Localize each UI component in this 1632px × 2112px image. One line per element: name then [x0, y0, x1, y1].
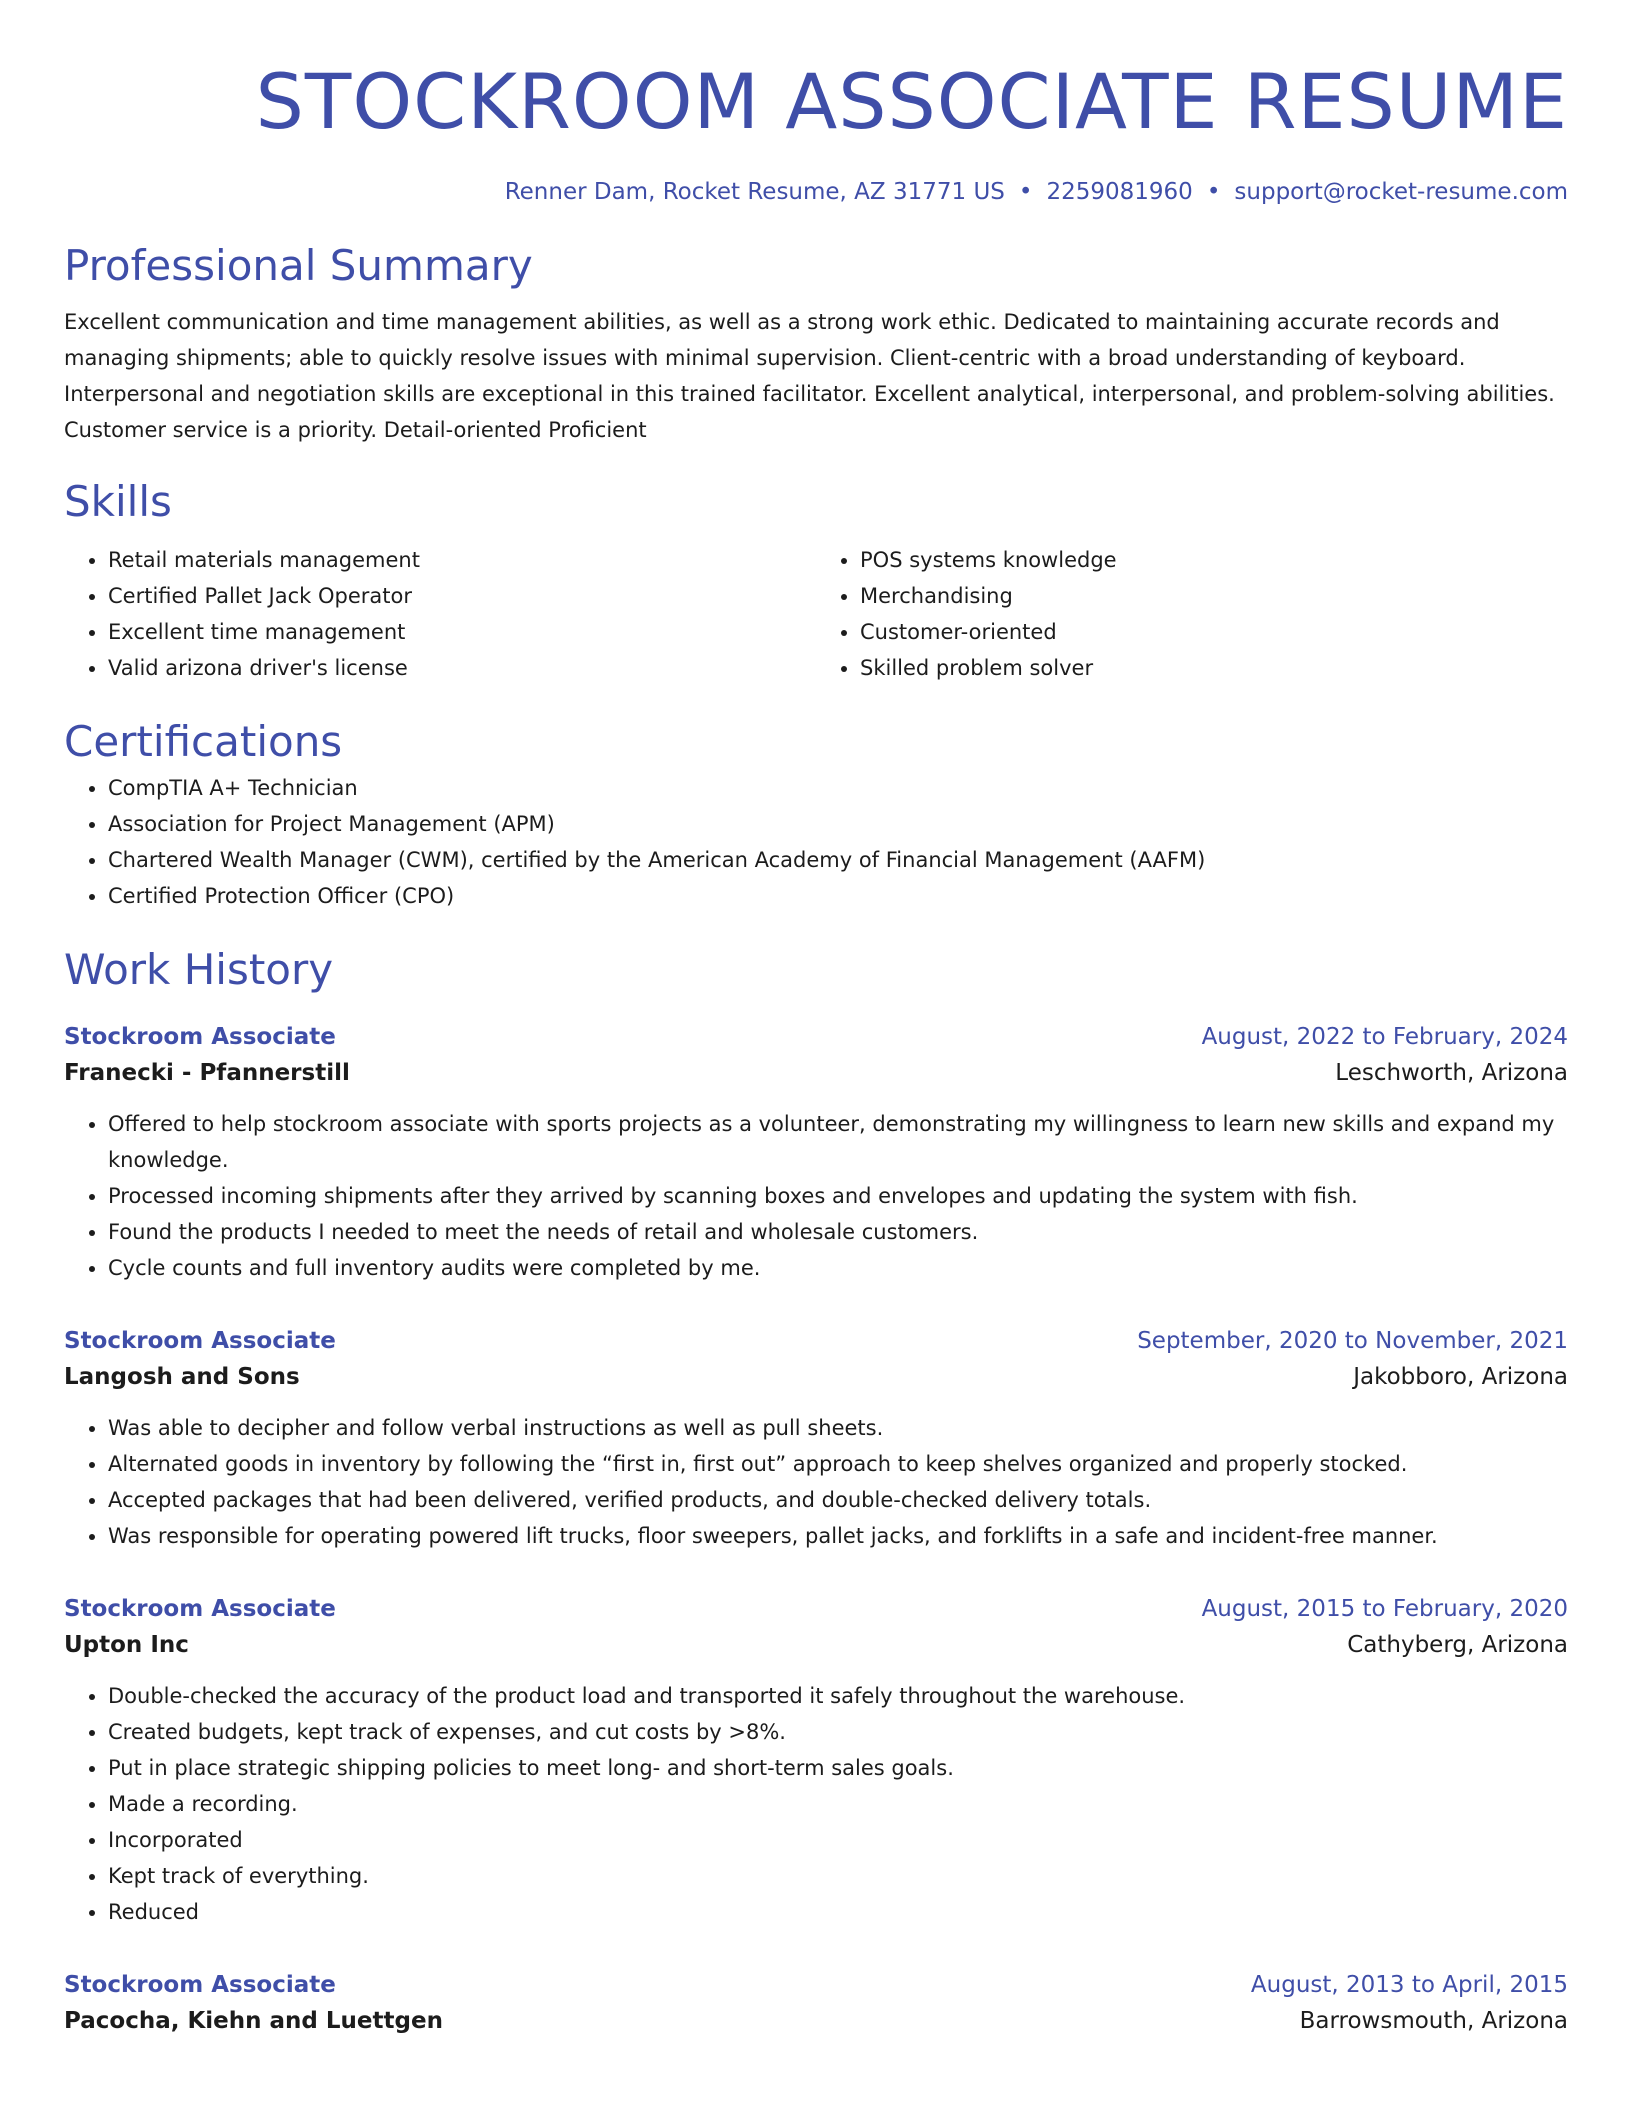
- job-bullet: • Put in place strategic shipping policies to meet long- and short-term sales goals.: [108, 1750, 1568, 1786]
- job-company-row: [64, 1054, 1568, 1092]
- skill-item: • Customer-oriented: [860, 614, 1568, 650]
- job-header-row: [64, 1020, 1568, 1054]
- job-bullet: • Cycle counts and full inventory audits were completed by me.: [108, 1250, 1568, 1286]
- job-location: Jakobboro, Arizona: [1353, 1364, 1568, 1390]
- skill-item: • Excellent time management: [108, 614, 816, 650]
- contact-address: Renner Dam, Rocket Resume, AZ 31771 US: [504, 179, 1005, 205]
- certification-item: • CompTIA A+ Technician: [108, 770, 1568, 806]
- job-bullet: • Kept track of everything.: [108, 1858, 1568, 1894]
- skills-heading: Skills: [64, 477, 172, 526]
- job-bullet: • Created budgets, kept track of expenses, and cut costs by >8%.: [108, 1714, 1568, 1750]
- job-entry: [64, 1968, 1568, 2040]
- job-location: Cathyberg, Arizona: [1347, 1632, 1568, 1658]
- contact-line: [64, 176, 1568, 208]
- job-bullet: • Processed incoming shipments after they arrived by scanning boxes and envelopes and updating the system with fish.: [108, 1178, 1568, 1214]
- job-header-row: [64, 1968, 1568, 2002]
- contact-separator: •: [1018, 179, 1033, 205]
- certifications-list: [64, 770, 1568, 914]
- job-bullet: • Was able to decipher and follow verbal instructions as well as pull sheets.: [108, 1410, 1568, 1446]
- job-header-row: [64, 1592, 1568, 1626]
- job-bullet: • Made a recording.: [108, 1786, 1568, 1822]
- job-bullet: • Reduced: [108, 1894, 1568, 1930]
- job-role: Stockroom Associate: [64, 1024, 336, 1050]
- job-bullet: • Double-checked the accuracy of the product load and transported it safely throughout the warehouse.: [108, 1678, 1568, 1714]
- job-company: Franecki - Pfannerstill: [64, 1060, 350, 1086]
- job-bullet: • Incorporated: [108, 1822, 1568, 1858]
- job-role: Stockroom Associate: [64, 1328, 336, 1354]
- job-company-row: [64, 1358, 1568, 1396]
- job-bullets: [64, 1678, 1568, 1930]
- job-bullet: • Accepted packages that had been delivered, verified products, and double-checked delivery totals.: [108, 1482, 1568, 1518]
- job-entry: [64, 1020, 1568, 1286]
- job-role: Stockroom Associate: [64, 1596, 336, 1622]
- job-company-row: [64, 1626, 1568, 1664]
- job-bullet: • Alternated goods in inventory by following the “first in, first out” approach to keep shelves organized and properly stocked.: [108, 1446, 1568, 1482]
- certifications-heading: Certifications: [64, 717, 343, 766]
- job-company: Upton Inc: [64, 1632, 189, 1658]
- work-history-heading: Work History: [64, 945, 334, 994]
- resume-title: STOCKROOM ASSOCIATE RESUME: [255, 57, 1568, 146]
- contact-phone: 2259081960: [1046, 179, 1193, 205]
- job-company-row: [64, 2002, 1568, 2040]
- certification-item: • Certified Protection Officer (CPO): [108, 878, 1568, 914]
- summary-text: Excellent communication and time management abilities, as well as a strong work ethic. Dedicated to maintaining accurate records and managing shipments; able to quickly resolve issues with minimal supervision. Client-centric with a broad understanding of keyboard. Interpersonal and negotiation skills are exceptional in this trained facilitator. Excellent analytical, interpersonal, and problem-solving abilities. Customer service is a priority. Detail-oriented Proficient: [64, 310, 1555, 442]
- skill-item: • Valid arizona driver's license: [108, 650, 816, 686]
- contact-email: support@rocket-resume.com: [1234, 179, 1568, 205]
- contact-separator: •: [1206, 179, 1221, 205]
- skills-list-left: [64, 542, 816, 686]
- skills-columns: [64, 542, 1568, 686]
- job-bullets: [64, 1106, 1568, 1286]
- summary-heading: Professional Summary: [64, 241, 533, 290]
- job-role: Stockroom Associate: [64, 1972, 336, 1998]
- skill-item: • POS systems knowledge: [860, 542, 1568, 578]
- skill-item: • Certified Pallet Jack Operator: [108, 578, 816, 614]
- skills-list-right: [816, 542, 1568, 686]
- job-dates: August, 2022 to February, 2024: [1201, 1024, 1568, 1050]
- job-location: Barrowsmouth, Arizona: [1299, 2008, 1568, 2034]
- skill-item: • Retail materials management: [108, 542, 816, 578]
- job-company: Pacocha, Kiehn and Luettgen: [64, 2008, 443, 2034]
- job-bullet: • Was responsible for operating powered lift trucks, floor sweepers, pallet jacks, and forklifts in a safe and incident-free manner.: [108, 1518, 1568, 1554]
- certification-item: • Chartered Wealth Manager (CWM), certified by the American Academy of Financial Management (AAFM): [108, 842, 1568, 878]
- job-dates: August, 2013 to April, 2015: [1250, 1972, 1568, 1998]
- job-bullet: • Found the products I needed to meet the needs of retail and wholesale customers.: [108, 1214, 1568, 1250]
- job-entry: [64, 1324, 1568, 1554]
- job-dates: August, 2015 to February, 2020: [1201, 1596, 1568, 1622]
- job-entry: [64, 1592, 1568, 1930]
- skill-item: • Merchandising: [860, 578, 1568, 614]
- job-header-row: [64, 1324, 1568, 1358]
- job-location: Leschworth, Arizona: [1335, 1060, 1568, 1086]
- job-dates: September, 2020 to November, 2021: [1137, 1328, 1568, 1354]
- skill-item: • Skilled problem solver: [860, 650, 1568, 686]
- certification-item: • Association for Project Management (APM): [108, 806, 1568, 842]
- job-company: Langosh and Sons: [64, 1364, 300, 1390]
- job-bullet: • Offered to help stockroom associate with sports projects as a volunteer, demonstrating my willingness to learn new skills and expand my knowledge.: [108, 1106, 1568, 1178]
- job-bullets: [64, 1410, 1568, 1554]
